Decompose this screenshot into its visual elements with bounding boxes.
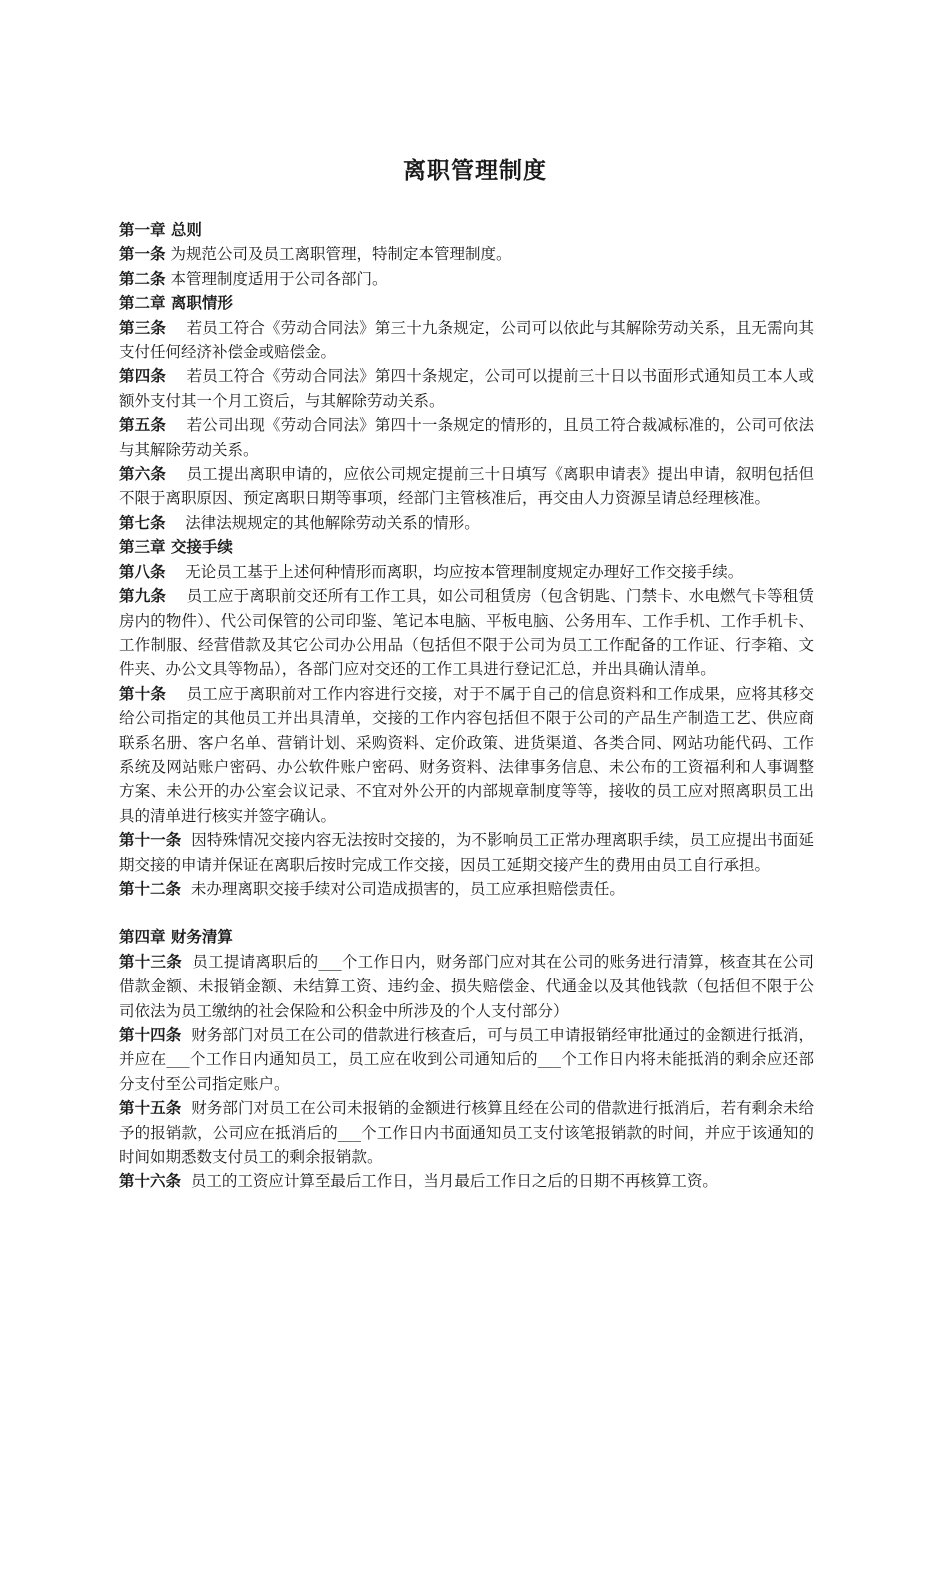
article-paragraph <box>119 950 814 1023</box>
article-text: 无论员工基于上述何种情形而离职，均应按本管理制度规定办理好工作交接手续。 <box>185 562 744 581</box>
article-label: 第十六条 <box>119 1171 182 1191</box>
article-label: 第六条 <box>119 464 167 484</box>
article-paragraph <box>119 584 814 682</box>
article-text: 若员工符合《劳动合同法》第三十九条规定，公司可以依此与其解除劳动关系，且无需向其支付任何经济补偿金或赔偿金。 <box>119 318 814 362</box>
article-label: 第八条 <box>119 561 166 581</box>
article-label: 第十三条 <box>119 951 182 971</box>
section-spacer <box>119 901 814 925</box>
article-label: 第四条 <box>119 366 167 386</box>
article-paragraph <box>119 877 814 901</box>
article-text: 若员工符合《劳动合同法》第四十条规定，公司可以提前三十日以书面形式通知员工本人或额外支付其一个月工资后，与其解除劳动关系。 <box>119 367 814 410</box>
article-text: 员工提出离职申请的，应依公司规定提前三十日填写《离职申请表》提出申请，叙明包括但不限于离职原因、预定离职日期等事项，经部门主管核准后，再交由人力资源呈请总经理核准。 <box>119 465 814 508</box>
article-text: 本管理制度适用于公司各部门。 <box>170 269 388 288</box>
page-title: 离职管理制度 <box>403 157 547 184</box>
chapter-heading: 第三章 交接手续 <box>119 537 233 557</box>
chapter-heading: 第一章 总则 <box>119 220 202 239</box>
document-body <box>119 218 814 1194</box>
article-paragraph <box>119 364 814 413</box>
article-paragraph <box>119 1169 814 1193</box>
article-label: 第十一条 <box>119 830 182 850</box>
article-label: 第九条 <box>119 586 167 606</box>
article-paragraph <box>119 267 814 291</box>
article-label: 第三条 <box>119 317 167 337</box>
article-label: 第十四条 <box>119 1025 182 1044</box>
article-text: 财务部门对员工在公司的借款进行核查后，可与员工申请报销经审批通过的金额进行抵消，并应在___个工作日内通知员工，员工应在收到公司通知后的___个工作日内将未能抵消的剩余应还部分支付至公司指定账户。 <box>119 1026 814 1093</box>
article-text: 若公司出现《劳动合同法》第四十一条规定的情形的，且员工符合裁减标准的，公司可依法与其解除劳动关系。 <box>119 416 814 459</box>
article-text: 员工的工资应计算至最后工作日，当月最后工作日之后的日期不再核算工资。 <box>190 1172 718 1191</box>
article-text: 财务部门对员工在公司未报销的金额进行核算且经在公司的借款进行抵消后，若有剩余未给予的报销款，公司应在抵消后的___个工作日内书面通知员工支付该笔报销款的时间，并应于该通知的时间如期悉数支付员工的剩余报销款。 <box>119 1099 814 1167</box>
article-paragraph <box>119 828 814 877</box>
article-label: 第十条 <box>119 683 167 703</box>
article-text: 员工提请离职后的___个工作日内，财务部门应对其在公司的账务进行清算，核查其在公司借款金额、未报销金额、未结算工资、违约金、损失赔偿金、代通金以及其他钱款（包括但不限于公司依法为员工缴纳的社会保险和公积金中所涉及的个人支付部分） <box>119 952 814 1020</box>
article-paragraph <box>119 511 814 535</box>
article-text: 未办理离职交接手续对公司造成损害的，员工应承担赔偿责任。 <box>190 879 625 898</box>
chapter-heading: 第四章 财务清算 <box>119 927 233 947</box>
article-text: 法律法规规定的其他解除劳动关系的情形。 <box>185 513 480 532</box>
article-text: 因特殊情况交接内容无法按时交接的，为不影响员工正常办理离职手续，员工应提出书面延期交接的申请并保证在离职后按时完成工作交接，因员工延期交接产生的费用由员工自行承担。 <box>119 831 814 874</box>
article-text: 员工应于离职前对工作内容进行交接，对于不属于自己的信息资料和工作成果，应将其移交给公司指定的其他员工并出具清单，交接的工作内容包括但不限于公司的产品生产制造工艺、供应商联系名册、客户名单、营销计划、采购资料、定价政策、进货渠道、各类合同、网站功能代码、工作系统及网站账户密码、办公软件账户密码、财务资料、法律事务信息、未公布的工资福利和人事调整方案、未公开的办公室会议记录、不宜对外公开的内部规章制度等等，接收的员工应对照离职员工出具的清单进行核实并签字确认。 <box>119 684 814 825</box>
article-paragraph <box>119 1096 814 1169</box>
article-text: 员工应于离职前交还所有工作工具，如公司租赁房（包含钥匙、门禁卡、水电燃气卡等租赁房内的物件）、代公司保管的公司印鉴、笔记本电脑、平板电脑、公务用车、工作手机、工作手机卡、工作制服、经营借款及其它公司办公用品（包括但不限于公司为员工工作配备的工作证、行李箱、文件夹、办公文具等物品），各部门应对交还的工作工具进行登记汇总，并出具确认清单。 <box>119 587 814 679</box>
article-label: 第一条 <box>119 244 166 264</box>
article-label: 第五条 <box>119 415 167 435</box>
article-paragraph <box>119 242 814 266</box>
article-label: 第十二条 <box>119 878 182 898</box>
article-paragraph <box>119 1023 814 1096</box>
article-text: 为规范公司及员工离职管理，特制定本管理制度。 <box>170 245 512 264</box>
article-label: 第十五条 <box>119 1098 182 1118</box>
chapter-heading: 第二章 离职情形 <box>119 293 233 313</box>
article-paragraph <box>119 682 814 828</box>
article-label: 第二条 <box>119 268 166 288</box>
article-paragraph <box>119 316 814 365</box>
article-paragraph <box>119 462 814 511</box>
article-paragraph <box>119 413 814 462</box>
article-paragraph <box>119 560 814 584</box>
article-label: 第七条 <box>119 512 166 532</box>
